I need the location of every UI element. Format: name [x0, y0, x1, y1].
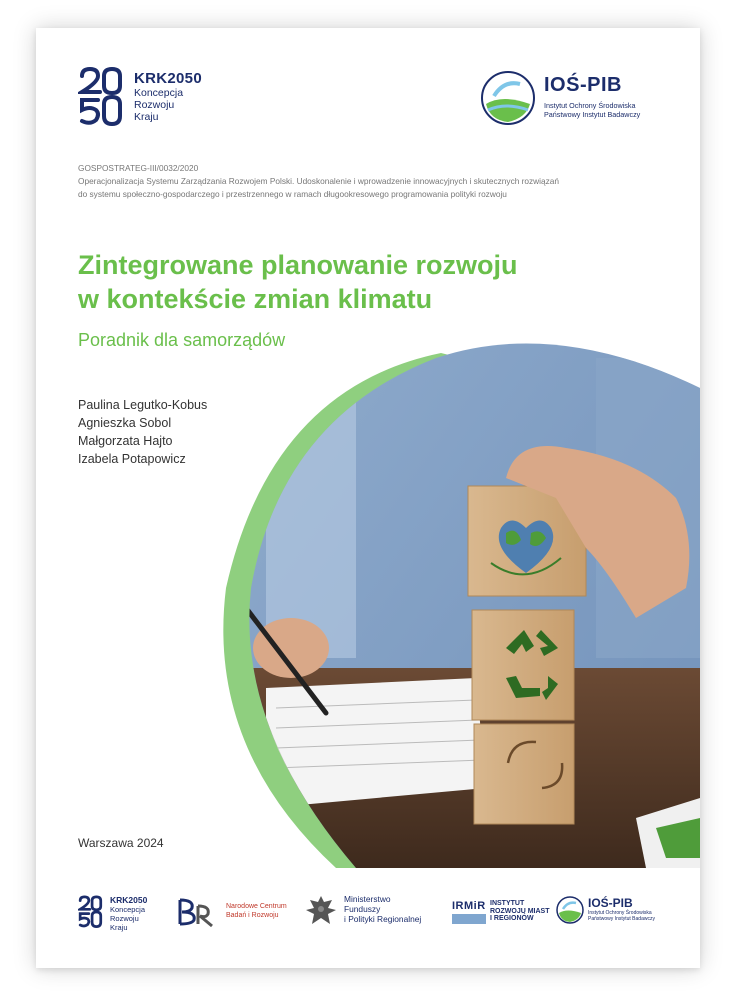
ministry-line2: Funduszy: [344, 904, 381, 914]
cover-photo: [36, 28, 700, 968]
krk2050-line1: Koncepcja: [134, 87, 184, 99]
place-year: Warszawa 2024: [78, 836, 164, 850]
krk2050-line3: Kraju: [134, 111, 159, 123]
footer-ios-pib-icon: [556, 896, 584, 924]
document-subtitle: Poradnik dla samorządów: [78, 330, 286, 350]
ncbr-logo-icon: [176, 896, 220, 928]
project-desc-line1: Operacjonalizacja Systemu Zarządzania Rozwojem Polski. Udoskonalenie i wprowadzenie innowacyjnych i skutecznych rozwiązań: [78, 176, 559, 186]
footer-ios-pib-sub1: Instytut Ochrony Środowiska: [588, 910, 652, 916]
ios-pib-sub2: Państwowy Instytut Badawczy: [544, 110, 641, 119]
irmir-name: IRMiR: [452, 900, 486, 912]
project-code: GOSPOSTRATEG-III/0032/2020: [78, 163, 199, 173]
author-2: Agnieszka Sobol: [78, 416, 172, 430]
krk2050-line2: Rozwoju: [134, 99, 175, 111]
ministry-line3: i Polityki Regionalnej: [344, 914, 422, 924]
krk2050-name: KRK2050: [134, 70, 202, 87]
ios-pib-sub1: Instytut Ochrony Środowiska: [544, 101, 636, 110]
irmir-logo-bar-icon: [452, 914, 486, 924]
irmir-line1: INSTYTUT: [490, 900, 525, 907]
footer-krk2050-icon: [78, 894, 104, 930]
ncbr-line2: Badań i Rozwoju: [226, 912, 279, 919]
footer-ios-pib-name: IOŚ-PIB: [588, 896, 633, 910]
author-1: Paulina Legutko-Kobus: [78, 398, 208, 412]
title-line2: w kontekście zmian klimatu: [78, 284, 433, 314]
footer-krk2050-line3: Kraju: [110, 923, 128, 932]
author-4: Izabela Potapowicz: [78, 452, 186, 466]
footer-ios-pib-sub2: Państwowy Instytut Badawczy: [588, 916, 655, 922]
irmir-line2: ROZWOJU MIAST: [490, 907, 550, 915]
footer-krk2050-line1: Koncepcja: [110, 905, 146, 914]
ministry-line1: Ministerstwo: [344, 894, 391, 904]
ios-pib-name: IOŚ-PIB: [544, 74, 622, 96]
cover-page: [36, 28, 700, 968]
project-desc-line2: do systemu społeczno-gospodarczego i przestrzennego w ramach długookresowego programowania polityki rozwoju: [78, 189, 507, 199]
authors-list: [78, 396, 207, 468]
eagle-emblem-icon: [304, 894, 338, 930]
title-line1: Zintegrowane planowanie rozwoju: [78, 250, 518, 280]
footer-krk2050-line2: Rozwoju: [110, 914, 139, 923]
irmir-line3: I REGIONÓW: [490, 915, 534, 922]
author-3: Małgorzata Hajto: [78, 434, 173, 448]
ncbr-line1: Narodowe Centrum: [226, 903, 287, 910]
footer-krk2050-name: KRK2050: [110, 895, 148, 905]
